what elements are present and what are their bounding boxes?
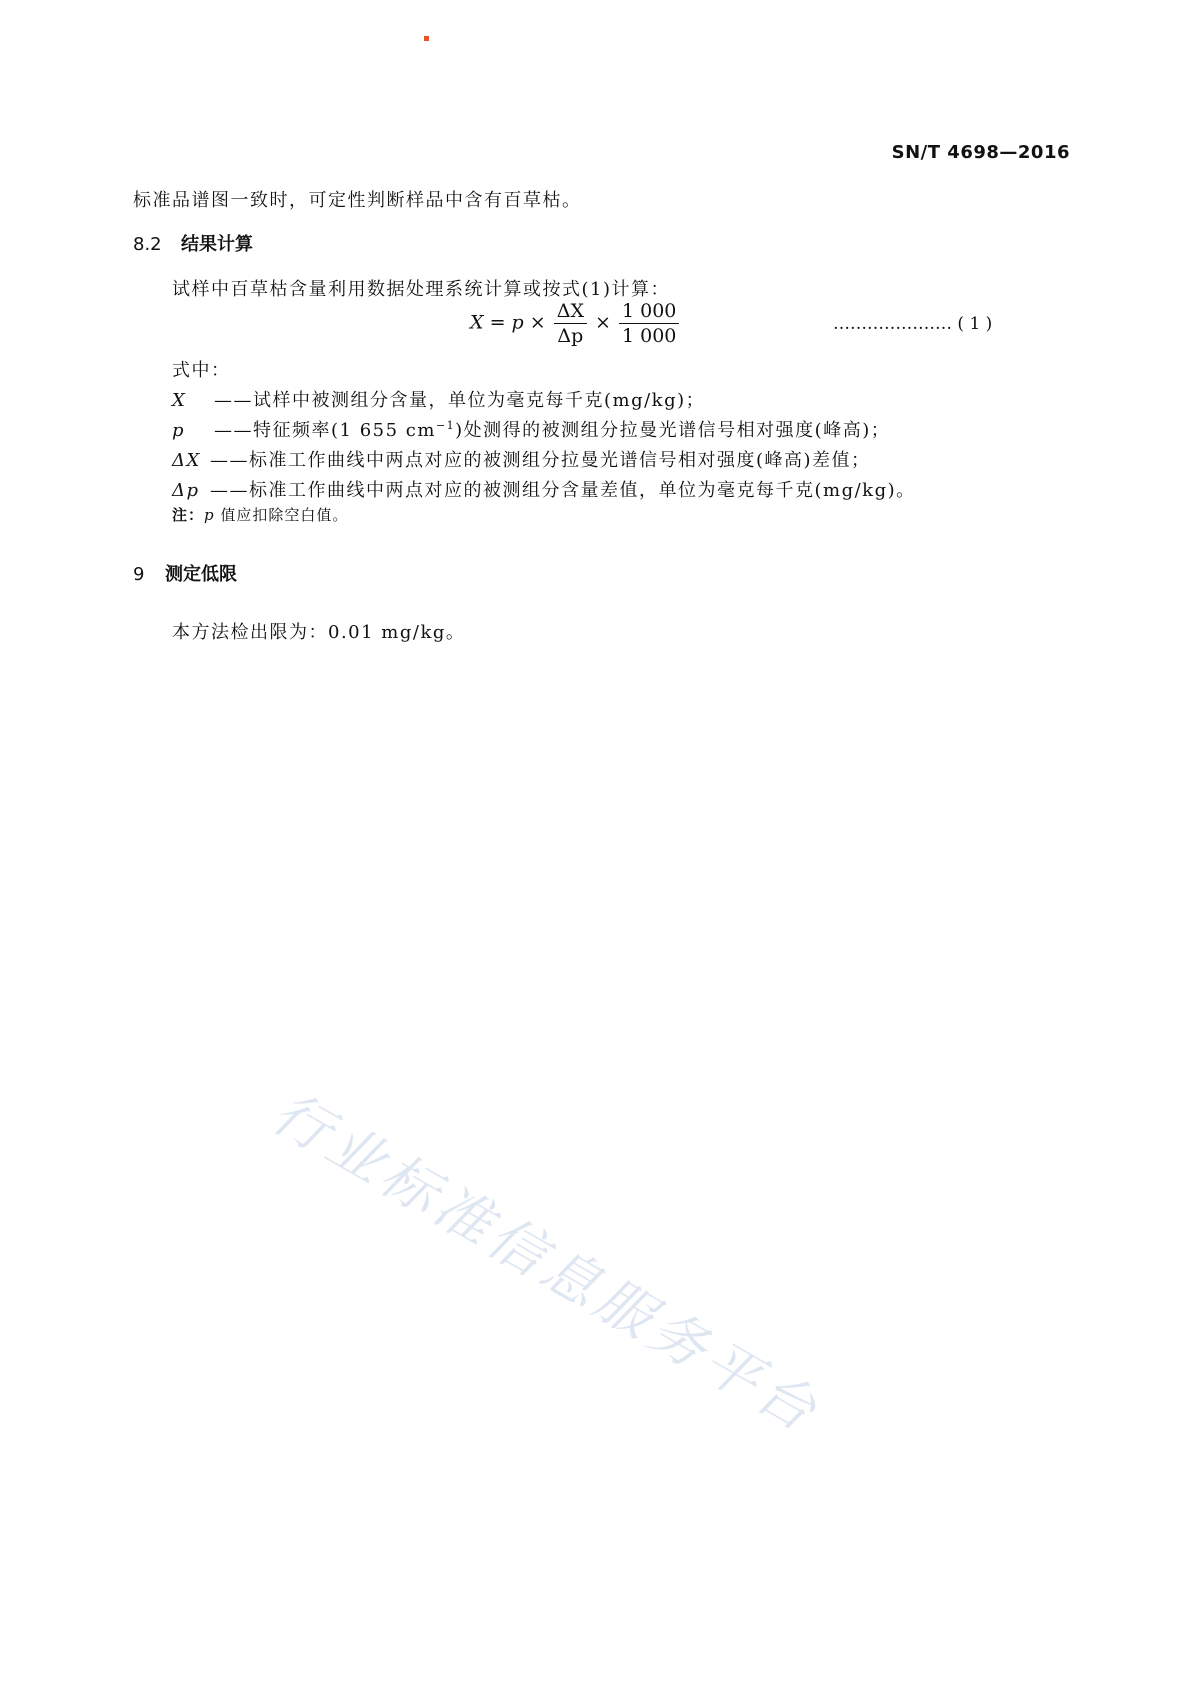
formula-times: × bbox=[529, 311, 546, 334]
watermark: 行业标准信息服务平台 bbox=[261, 1080, 831, 1447]
definition-symbol: p bbox=[172, 420, 186, 441]
calculation-intro: 试样中百草枯含量利用数据处理系统计算或按式(1)计算： bbox=[172, 279, 670, 300]
definition-symbol: ΔX bbox=[172, 450, 201, 471]
fraction-delta-denominator: Δp bbox=[557, 325, 584, 347]
definition-symbol: X bbox=[172, 390, 187, 411]
definition-text: ——标准工作曲线中两点对应的被测组分拉曼光谱信号相对强度(峰高)差值； bbox=[210, 450, 871, 471]
section-title: 结果计算 bbox=[181, 234, 253, 255]
detection-limit-text: 本方法检出限为：0.01 mg/kg。 bbox=[172, 622, 466, 643]
formula-p: p bbox=[511, 311, 524, 334]
fraction-delta bbox=[554, 300, 587, 347]
fraction-unit bbox=[619, 300, 679, 347]
formula-1 bbox=[470, 300, 681, 347]
section-9-heading bbox=[133, 560, 237, 586]
section-number: 8.2 bbox=[133, 234, 162, 255]
standard-number: SN/T 4698—2016 bbox=[891, 142, 1070, 163]
definition-row bbox=[172, 476, 916, 502]
definition-text: ——试样中被测组分含量，单位为毫克每千克(mg/kg)； bbox=[214, 390, 706, 411]
section-title: 测定低限 bbox=[165, 564, 237, 585]
fraction-delta-numerator: ΔX bbox=[554, 300, 587, 324]
definition-text: ——特征频率(1 655 cm bbox=[214, 420, 436, 441]
definition-row bbox=[172, 386, 705, 412]
where-label: 式中： bbox=[172, 360, 231, 381]
definition-text: ——标准工作曲线中两点对应的被测组分含量差值，单位为毫克每千克(mg/kg)。 bbox=[210, 480, 916, 501]
formula-lhs: X bbox=[470, 311, 484, 334]
section-number: 9 bbox=[133, 564, 145, 585]
definition-text: )处测得的被测组分拉曼光谱信号相对强度(峰高)； bbox=[455, 420, 891, 441]
formula-times-2: × bbox=[595, 311, 611, 334]
note-label: 注： bbox=[172, 506, 205, 524]
definition-superscript: −1 bbox=[435, 419, 456, 432]
equation-number: ………………… ( 1 ) bbox=[833, 314, 993, 334]
formula-equals: = bbox=[489, 311, 506, 334]
definition-symbol: Δp bbox=[172, 480, 200, 501]
fraction-unit-denominator: 1 000 bbox=[622, 325, 677, 347]
definition-row bbox=[172, 446, 871, 472]
note bbox=[172, 504, 348, 525]
fraction-unit-numerator: 1 000 bbox=[619, 300, 679, 324]
definition-row bbox=[172, 416, 890, 442]
header-mark bbox=[424, 36, 429, 41]
continuation-paragraph: 标准品谱图一致时，可定性判断样品中含有百草枯。 bbox=[133, 190, 582, 211]
note-text: 值应扣除空白值。 bbox=[214, 506, 349, 524]
note-symbol: p bbox=[204, 506, 215, 524]
section-8-2-heading bbox=[133, 230, 253, 256]
